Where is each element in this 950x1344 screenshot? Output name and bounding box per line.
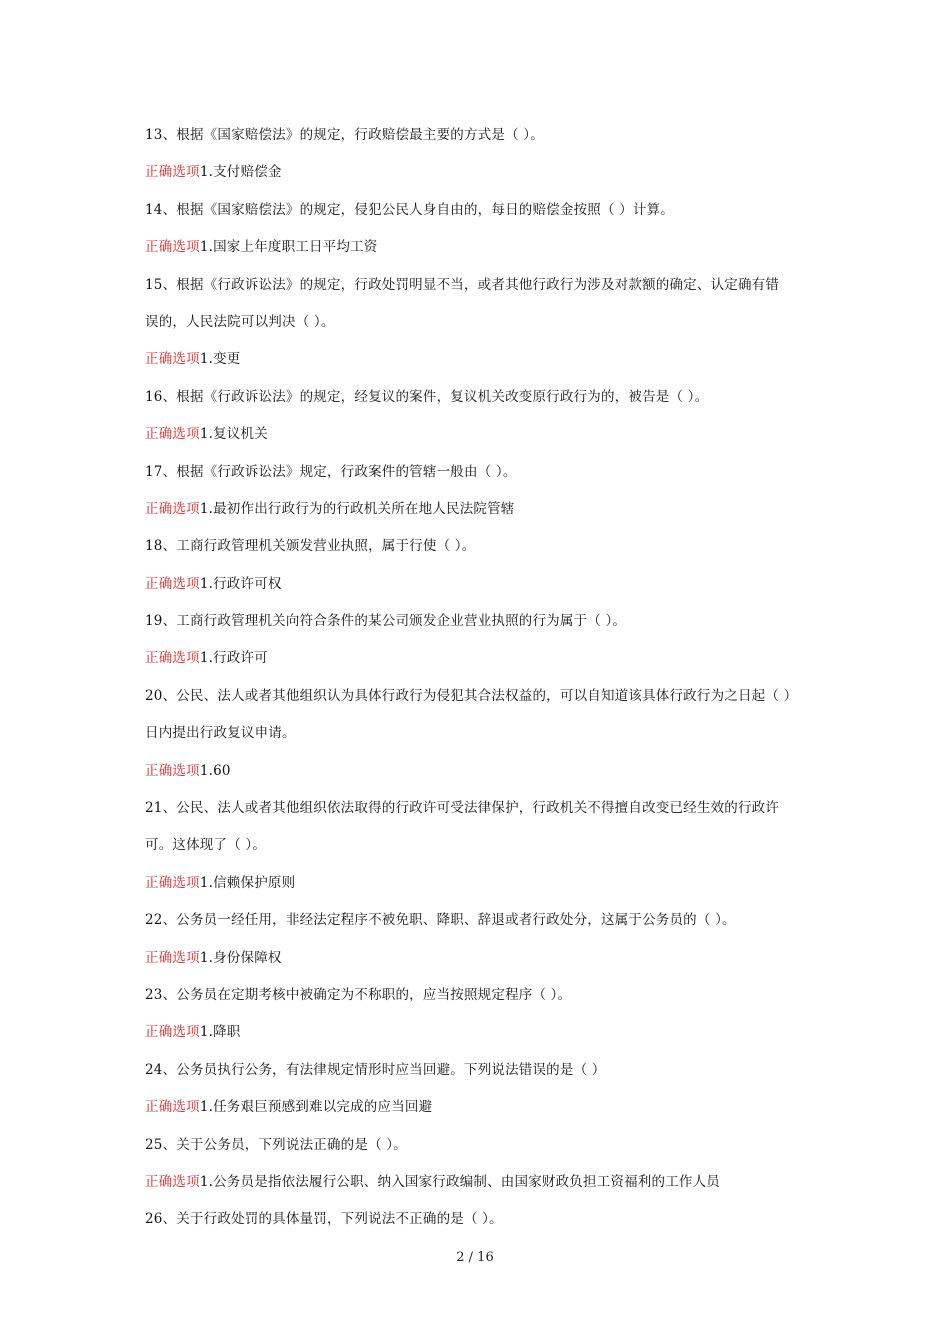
answer-line — [145, 940, 825, 977]
answer-line — [145, 154, 825, 191]
answer-line — [145, 566, 825, 603]
answer-line — [145, 753, 825, 790]
answer-text: 1.信赖保护原则 — [199, 874, 296, 891]
question-line: 19、工商行政管理机关向符合条件的某公司颁发企业营业执照的行为属于（ ）。 — [145, 613, 627, 630]
question-line: 23、公务员在定期考核中被确定为不称职的，应当按照规定程序（ ）。 — [145, 986, 572, 1003]
page-number: 2 / 16 — [456, 1250, 494, 1265]
question-line: 可。这体现了（ ）。 — [145, 837, 267, 854]
answer-text: 1.降职 — [199, 1024, 241, 1041]
answer-text: 1.国家上年度职工日平均工资 — [199, 239, 378, 256]
answer-label: 正确选项 — [145, 575, 200, 592]
question-line: 26、关于行政处罚的具体量罚，下列说法不正确的是（ ）。 — [145, 1211, 503, 1228]
question-line: 20、公民、法人或者其他组织认为具体行政行为侵犯其合法权益的，可以自知道该具体行政行为之日起（ ） — [145, 687, 798, 704]
answer-label: 正确选项 — [145, 762, 200, 779]
question-line: 21、公民、法人或者其他组织依法取得的行政许可受法律保护，行政机关不得擅自改变已经生效的行政许 — [145, 800, 780, 817]
question-line: 25、关于公务员，下列说法正确的是（ ）。 — [145, 1136, 407, 1153]
answer-text: 1.变更 — [199, 351, 241, 368]
answer-line — [145, 341, 825, 378]
question-line: 误的，人民法院可以判决（ ）。 — [145, 313, 335, 330]
answer-text: 1.行政许可 — [199, 650, 268, 667]
answer-text: 1.最初作出行政行为的行政机关所在地人民法院管辖 — [199, 500, 515, 517]
answer-line — [145, 1089, 825, 1126]
question-line: 24、公务员执行公务，有法律规定情形时应当回避。下列说法错误的是（ ） — [145, 1061, 606, 1078]
answer-line — [145, 865, 825, 902]
question-line: 17、根据《行政诉讼法》规定，行政案件的管辖一般由（ ）。 — [145, 463, 517, 480]
document-body — [145, 117, 825, 1239]
answer-text: 1.公务员是指依法履行公职、纳入国家行政编制、由国家财政负担工资福利的工作人员 — [199, 1173, 720, 1190]
answer-text: 1.身份保障权 — [199, 949, 282, 966]
answer-text: 1.复议机关 — [199, 426, 268, 443]
answer-line — [145, 491, 825, 528]
answer-text: 1.60 — [199, 762, 231, 779]
answer-line — [145, 416, 825, 453]
question-line: 22、公务员一经任用，非经法定程序不被免职、降职、辞退或者行政处分，这属于公务员的（ ）。 — [145, 912, 736, 929]
answer-label: 正确选项 — [145, 164, 200, 181]
question-line: 14、根据《国家赔偿法》的规定，侵犯公民人身自由的，每日的赔偿金按照（ ）计算。 — [145, 201, 674, 218]
answer-line — [145, 1014, 825, 1051]
answer-line — [145, 229, 825, 266]
answer-text: 1.任务艰巨预感到难以完成的应当回避 — [199, 1099, 433, 1116]
question-line: 13、根据《国家赔偿法》的规定，行政赔偿最主要的方式是（ ）。 — [145, 127, 544, 143]
answer-line — [145, 640, 825, 677]
question-line: 16、根据《行政诉讼法》的规定，经复议的案件，复议机关改变原行政行为的，被告是（ ）。 — [145, 388, 709, 405]
answer-label: 正确选项 — [145, 874, 200, 891]
answer-label: 正确选项 — [145, 500, 200, 517]
answer-line — [145, 1164, 825, 1201]
answer-label: 正确选项 — [145, 650, 200, 667]
question-line: 15、根据《行政诉讼法》的规定，行政处罚明显不当，或者其他行政行为涉及对款额的确定、认定确有错 — [145, 276, 780, 293]
answer-label: 正确选项 — [145, 1099, 200, 1116]
answer-label: 正确选项 — [145, 426, 200, 443]
answer-label: 正确选项 — [145, 351, 200, 368]
answer-label: 正确选项 — [145, 239, 200, 256]
answer-label: 正确选项 — [145, 1173, 200, 1190]
answer-label: 正确选项 — [145, 1024, 200, 1041]
answer-text: 1.行政许可权 — [199, 575, 282, 592]
question-line: 18、工商行政管理机关颁发营业执照，属于行使（ ）。 — [145, 538, 476, 555]
answer-text: 1.支付赔偿金 — [199, 164, 282, 181]
question-line: 日内提出行政复议申请。 — [145, 725, 296, 742]
answer-label: 正确选项 — [145, 949, 200, 966]
